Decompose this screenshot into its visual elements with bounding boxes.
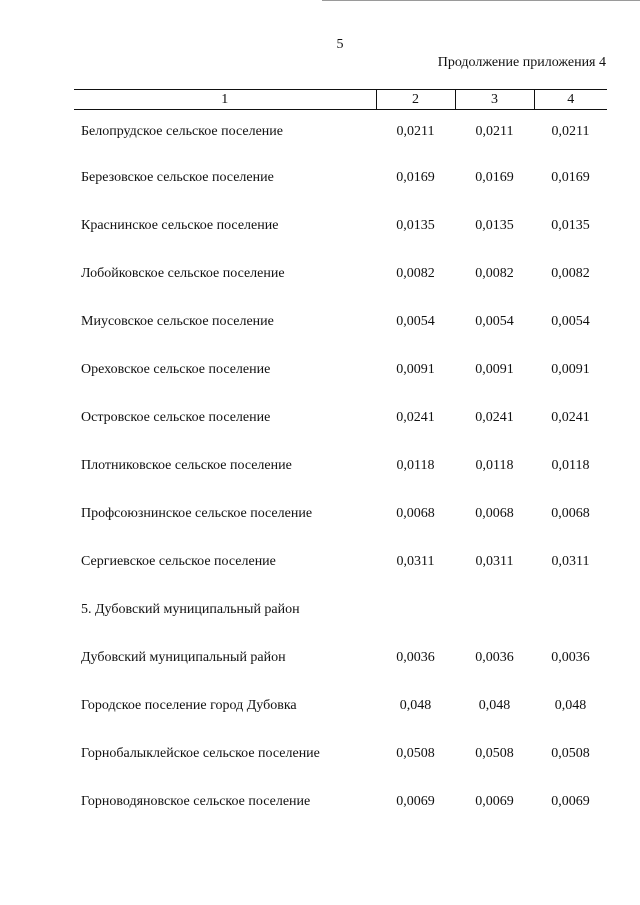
value-col-2: 0,0135 bbox=[396, 218, 435, 233]
value-col-2: 0,048 bbox=[399, 698, 432, 713]
column-header-3: 3 bbox=[455, 90, 534, 110]
value-col-4: 0,0082 bbox=[551, 266, 590, 281]
value-col-4: 0,0169 bbox=[551, 170, 590, 185]
table-row bbox=[74, 442, 607, 490]
value-col-2: 0,0118 bbox=[396, 458, 435, 473]
value-col-2: 0,0241 bbox=[396, 410, 435, 425]
table-row bbox=[74, 394, 607, 442]
value-col-3: 0,0069 bbox=[475, 794, 514, 809]
value-col-3: 0,0311 bbox=[475, 554, 514, 569]
column-header-1: 1 bbox=[74, 90, 376, 110]
value-col-2: 0,0069 bbox=[396, 794, 435, 809]
settlement-name: Березовское сельское поселение bbox=[81, 170, 274, 185]
value-col-4: 0,0054 bbox=[551, 314, 590, 329]
table-row bbox=[74, 490, 607, 538]
value-col-4: 0,0091 bbox=[551, 362, 590, 377]
table-row bbox=[74, 110, 607, 155]
settlement-name: Горнобалыклейское сельское поселение bbox=[81, 746, 320, 761]
table-row bbox=[74, 346, 607, 394]
settlement-name: Островское сельское поселение bbox=[81, 410, 271, 425]
value-col-3: 0,048 bbox=[478, 698, 511, 713]
table-row bbox=[74, 154, 607, 202]
value-col-4: 0,0036 bbox=[551, 650, 590, 665]
top-edge-rule bbox=[322, 0, 640, 1]
value-col-2: 0,0508 bbox=[396, 746, 435, 761]
table-header-row bbox=[74, 90, 607, 110]
table-row bbox=[74, 778, 607, 826]
column-header-2: 2 bbox=[376, 90, 455, 110]
table-row bbox=[74, 250, 607, 298]
settlement-name: Профсоюзнинское сельское поселение bbox=[81, 506, 313, 521]
value-col-4: 0,0311 bbox=[551, 554, 590, 569]
table-row bbox=[74, 298, 607, 346]
value-col-2: 0,0311 bbox=[396, 554, 435, 569]
value-col-3: 0,0118 bbox=[475, 458, 514, 473]
settlement-name: Лобойковское сельское поселение bbox=[81, 266, 285, 281]
value-col-3: 0,0091 bbox=[475, 362, 514, 377]
settlement-name: Краснинское сельское поселение bbox=[81, 218, 279, 233]
value-col-3 bbox=[455, 586, 534, 634]
settlement-name: Городское поселение город Дубовка bbox=[81, 698, 297, 713]
value-col-3: 0,0241 bbox=[475, 410, 514, 425]
value-col-2: 0,0036 bbox=[396, 650, 435, 665]
page-number: 5 bbox=[336, 37, 344, 52]
value-col-4: 0,0069 bbox=[551, 794, 590, 809]
value-col-4: 0,0508 bbox=[551, 746, 590, 761]
district-heading: 5. Дубовский муниципальный район bbox=[81, 602, 300, 617]
value-col-4: 0,0241 bbox=[551, 410, 590, 425]
coefficients-table bbox=[74, 89, 607, 826]
value-col-2: 0,0054 bbox=[396, 314, 435, 329]
value-col-2 bbox=[376, 586, 455, 634]
value-col-4: 0,0118 bbox=[551, 458, 590, 473]
value-col-3: 0,0211 bbox=[475, 124, 514, 139]
value-col-3: 0,0169 bbox=[475, 170, 514, 185]
settlement-name: Сергиевское сельское поселение bbox=[81, 554, 276, 569]
settlement-name: Ореховское сельское поселение bbox=[81, 362, 271, 377]
appendix-continuation-note: Продолжение приложения 4 bbox=[437, 55, 606, 70]
value-col-4: 0,0211 bbox=[551, 124, 590, 139]
value-col-3: 0,0054 bbox=[475, 314, 514, 329]
value-col-3: 0,0508 bbox=[475, 746, 514, 761]
table-row bbox=[74, 682, 607, 730]
settlement-name: Миусовское сельское поселение bbox=[81, 314, 274, 329]
value-col-4: 0,0135 bbox=[551, 218, 590, 233]
settlement-name: Плотниковское сельское поселение bbox=[81, 458, 292, 473]
table-row bbox=[74, 730, 607, 778]
value-col-2: 0,0082 bbox=[396, 266, 435, 281]
value-col-2: 0,0091 bbox=[396, 362, 435, 377]
district-heading-row bbox=[74, 586, 607, 634]
value-col-3: 0,0036 bbox=[475, 650, 514, 665]
table-row bbox=[74, 202, 607, 250]
value-col-3: 0,0068 bbox=[475, 506, 514, 521]
settlement-name: Горноводяновское сельское поселение bbox=[81, 794, 311, 809]
table-row bbox=[74, 634, 607, 682]
settlement-name: Дубовский муниципальный район bbox=[81, 650, 286, 665]
value-col-3: 0,0135 bbox=[475, 218, 514, 233]
value-col-4: 0,048 bbox=[554, 698, 587, 713]
value-col-4 bbox=[534, 586, 607, 634]
column-header-4: 4 bbox=[534, 90, 607, 110]
settlement-name: Белопрудское сельское поселение bbox=[81, 124, 283, 139]
table-row bbox=[74, 538, 607, 586]
value-col-3: 0,0082 bbox=[475, 266, 514, 281]
value-col-2: 0,0169 bbox=[396, 170, 435, 185]
value-col-2: 0,0068 bbox=[396, 506, 435, 521]
value-col-2: 0,0211 bbox=[396, 124, 435, 139]
value-col-4: 0,0068 bbox=[551, 506, 590, 521]
